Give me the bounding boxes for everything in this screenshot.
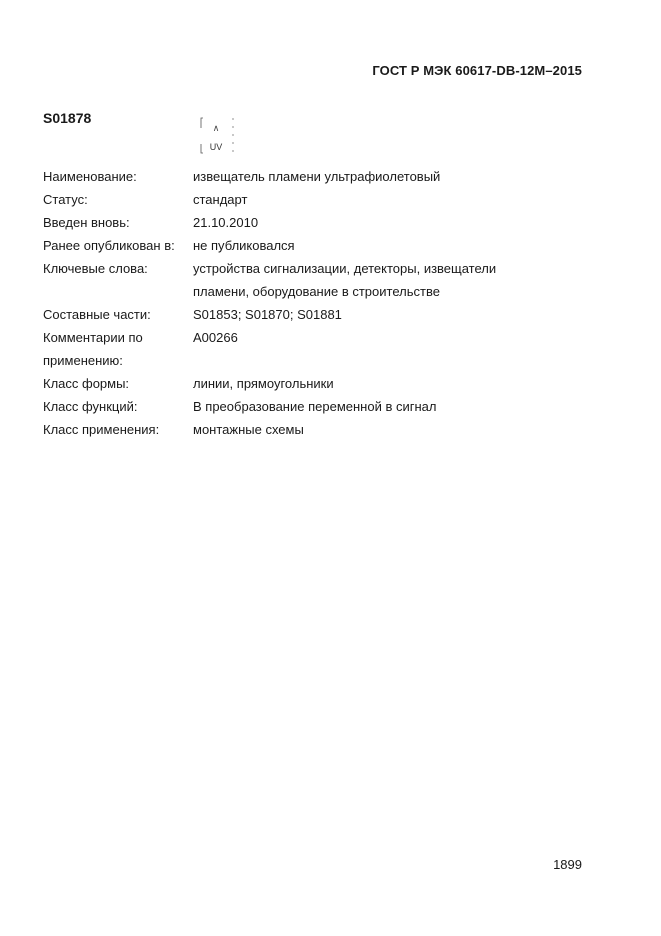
field-label: Ранее опубликован в:: [43, 238, 175, 253]
field-value: [193, 188, 563, 211]
field-value-line: стандарт: [193, 192, 248, 207]
document-standard-header: ГОСТ Р МЭК 60617-DB-12M–2015: [372, 63, 582, 78]
field-label: Наименование:: [43, 169, 137, 184]
field-value: [193, 165, 563, 188]
symbol-uv-label: UV: [209, 142, 223, 152]
field-value-line: устройства сигнализации, детекторы, извещатели: [193, 261, 497, 276]
field-value: [193, 211, 563, 234]
field-row-name: [43, 165, 563, 188]
field-value-line: A00266: [193, 330, 238, 345]
field-label: Введен вновь:: [43, 215, 130, 230]
attribute-table: [43, 165, 563, 441]
uv-flame-detector-symbol: [198, 117, 238, 155]
field-value-line: В преобразование переменной в сигнал: [193, 399, 437, 414]
field-label: Статус:: [43, 192, 88, 207]
page-number: 1899: [553, 857, 582, 872]
field-label: Ключевые слова:: [43, 261, 148, 276]
field-row-keywords: [43, 257, 563, 303]
symbol-code: S01878: [43, 110, 92, 126]
field-value: [193, 234, 563, 257]
field-label: Класс формы:: [43, 376, 130, 391]
field-value: [193, 395, 563, 418]
field-value: [193, 326, 563, 372]
field-label-line: Комментарии по: [43, 330, 143, 345]
field-value-line: извещатель пламени ультрафиолетовый: [193, 169, 441, 184]
field-row-components: [43, 303, 563, 326]
field-label: [43, 326, 193, 372]
field-row-function-class: [43, 395, 563, 418]
field-label: Составные части:: [43, 307, 151, 322]
field-row-application-class: [43, 418, 563, 441]
field-label: Класс функций:: [43, 399, 138, 414]
flame-detector-icon: [198, 117, 238, 155]
field-row-introduced: [43, 211, 563, 234]
field-value: [193, 418, 563, 441]
field-row-shape-class: [43, 372, 563, 395]
symbol-peak-glyph: ∧: [212, 124, 220, 134]
field-value-line: линии, прямоугольники: [193, 376, 334, 391]
field-value-line: 21.10.2010: [193, 215, 259, 230]
field-value: [193, 372, 563, 395]
field-value-line: не публиковался: [193, 238, 295, 253]
field-value-line: S01853; S01870; S01881: [193, 307, 342, 322]
field-row-published: [43, 234, 563, 257]
field-value-line: монтажные схемы: [193, 422, 304, 437]
field-row-comments: [43, 326, 563, 372]
field-row-status: [43, 188, 563, 211]
field-value: [193, 257, 563, 303]
field-value-line: пламени, оборудование в строительстве: [193, 284, 440, 299]
field-label-line: применению:: [43, 353, 123, 368]
field-label: Класс применения:: [43, 422, 160, 437]
field-value: [193, 303, 563, 326]
